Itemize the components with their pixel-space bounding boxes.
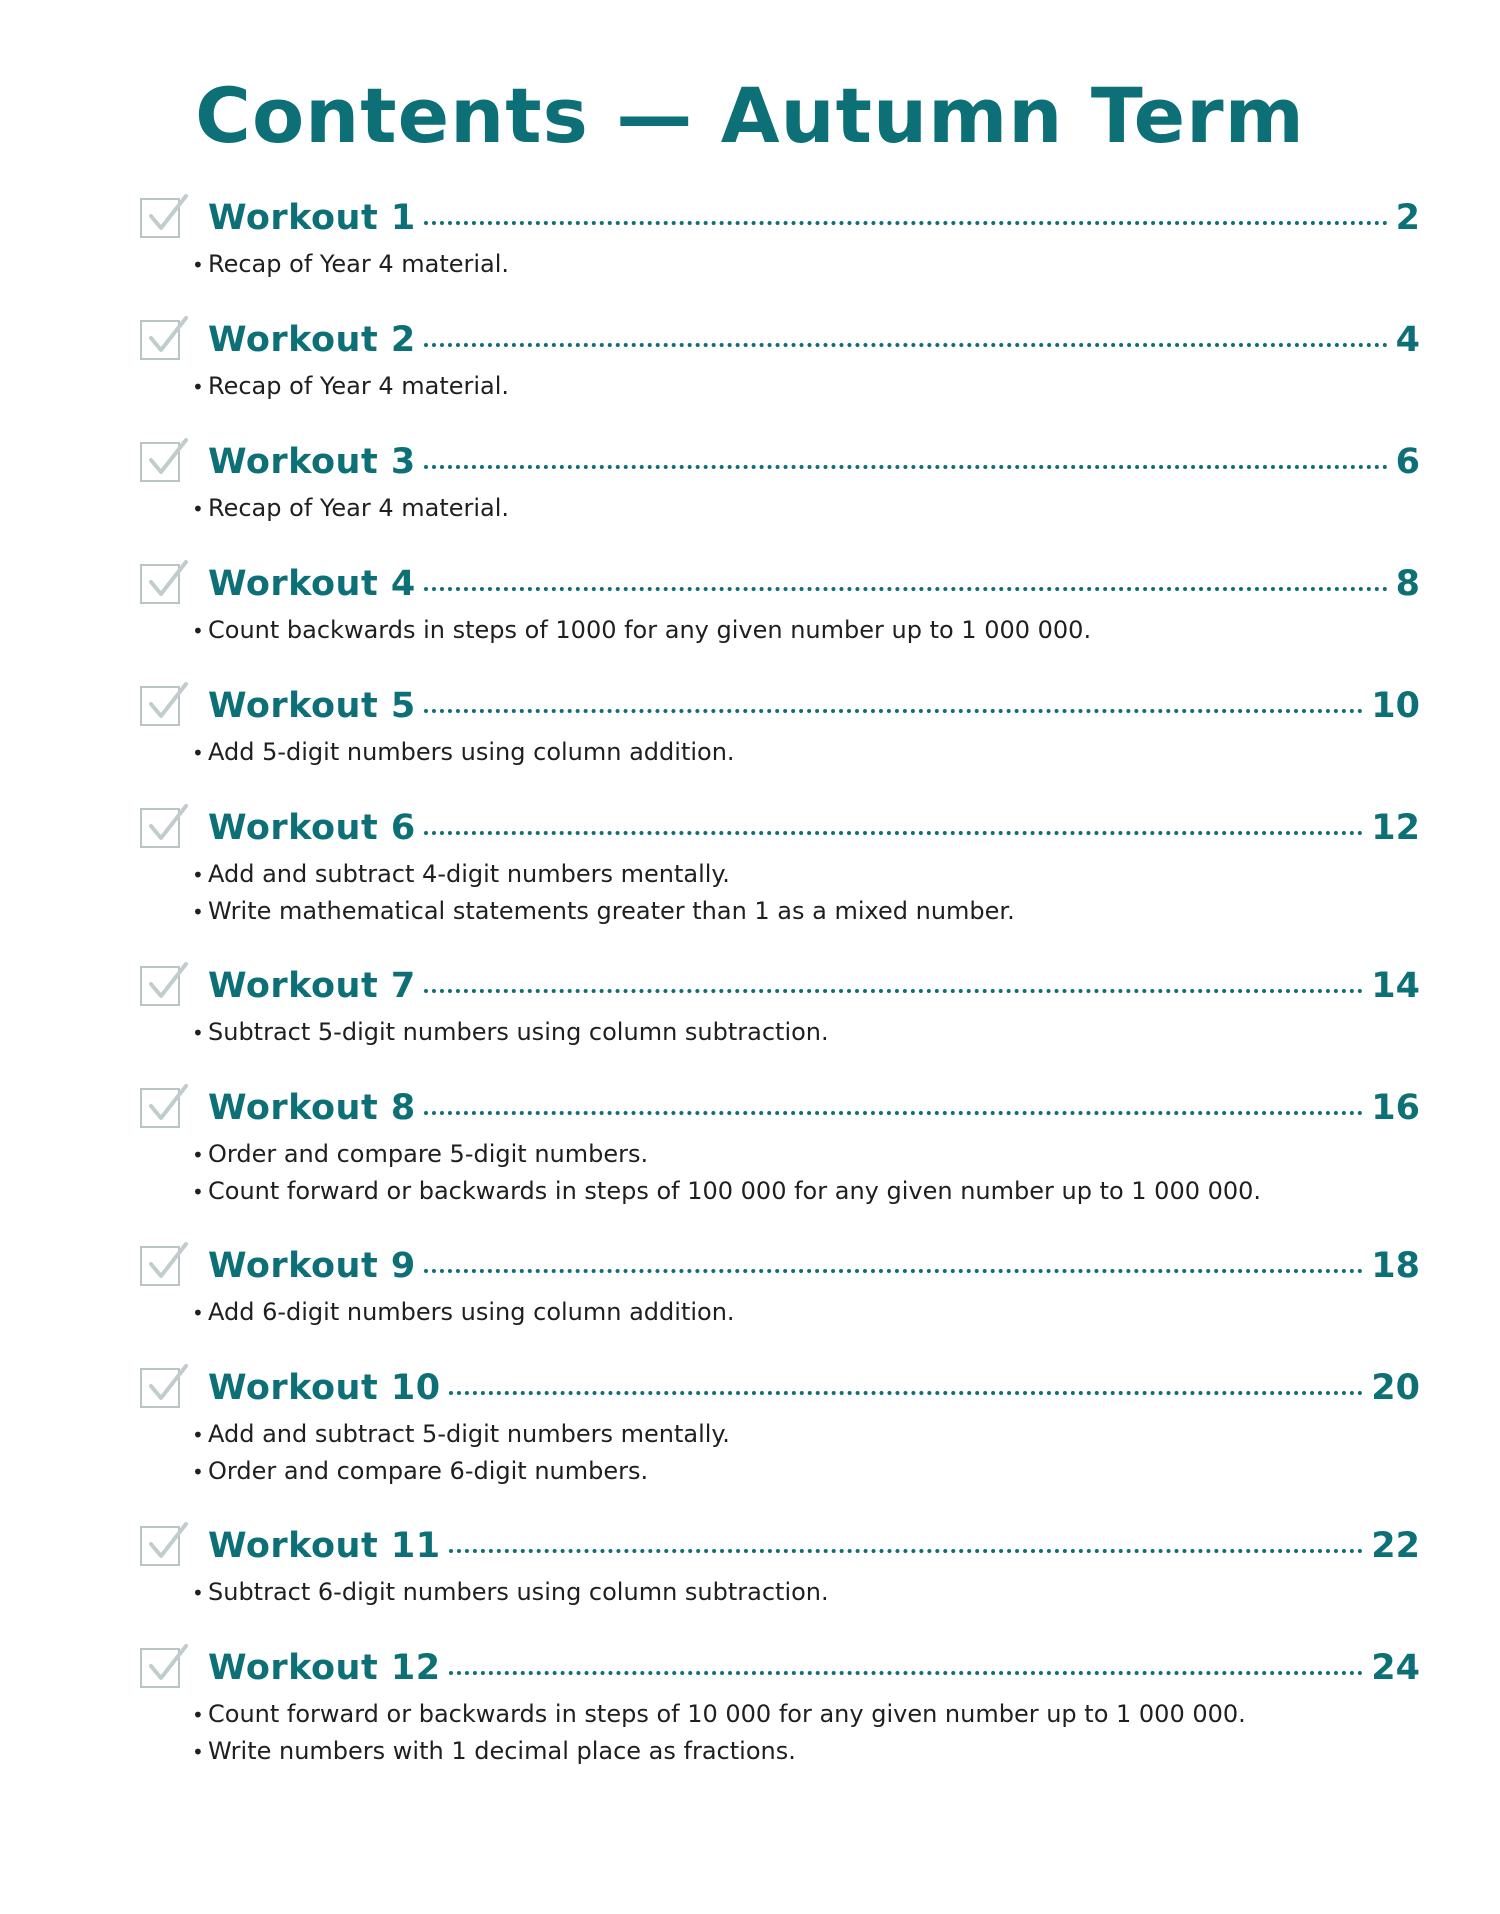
checkbox-checked-icon[interactable] bbox=[140, 966, 180, 1006]
page-number[interactable]: 8 bbox=[1395, 564, 1420, 604]
objective-item: • Add and subtract 5-digit numbers mentally. bbox=[208, 1416, 1420, 1453]
workout-title[interactable]: Workout 7 bbox=[208, 966, 416, 1006]
toc-entry[interactable] bbox=[140, 678, 1420, 771]
toc-entry[interactable] bbox=[140, 556, 1420, 649]
dot-leader bbox=[424, 1111, 1364, 1115]
checkbox-checked-icon[interactable] bbox=[140, 686, 180, 726]
page-number[interactable]: 20 bbox=[1371, 1368, 1420, 1408]
workout-title[interactable]: Workout 3 bbox=[208, 442, 416, 482]
workout-title[interactable]: Workout 4 bbox=[208, 564, 416, 604]
toc-entry[interactable] bbox=[140, 190, 1420, 283]
dot-leader bbox=[424, 1269, 1364, 1273]
objective-list bbox=[208, 1416, 1420, 1490]
page-number[interactable]: 16 bbox=[1371, 1088, 1420, 1128]
toc-entry[interactable] bbox=[140, 312, 1420, 405]
objective-list bbox=[208, 1136, 1420, 1210]
objective-item: • Add 6-digit numbers using column addition. bbox=[208, 1294, 1420, 1331]
toc-heading-row bbox=[208, 1360, 1420, 1416]
objective-item: • Recap of Year 4 material. bbox=[208, 246, 1420, 283]
objective-list bbox=[208, 246, 1420, 283]
toc-entry[interactable] bbox=[140, 800, 1420, 930]
page-number[interactable]: 6 bbox=[1395, 442, 1420, 482]
objective-item: • Subtract 6-digit numbers using column subtraction. bbox=[208, 1574, 1420, 1611]
objective-item: • Subtract 5-digit numbers using column subtraction. bbox=[208, 1014, 1420, 1051]
objective-list bbox=[208, 1294, 1420, 1331]
workout-title[interactable]: Workout 11 bbox=[208, 1526, 441, 1566]
checkbox-checked-icon[interactable] bbox=[140, 198, 180, 238]
dot-leader bbox=[449, 1391, 1364, 1395]
objective-item: • Add 5-digit numbers using column addition. bbox=[208, 734, 1420, 771]
objective-list bbox=[208, 734, 1420, 771]
dot-leader bbox=[424, 465, 1388, 469]
objective-item: • Add and subtract 4-digit numbers mentally. bbox=[208, 856, 1420, 893]
workout-title[interactable]: Workout 5 bbox=[208, 686, 416, 726]
toc-entry[interactable] bbox=[140, 434, 1420, 527]
workout-title[interactable]: Workout 1 bbox=[208, 198, 416, 238]
page-number[interactable]: 10 bbox=[1371, 686, 1420, 726]
toc-entry[interactable] bbox=[140, 1518, 1420, 1611]
checkbox-checked-icon[interactable] bbox=[140, 320, 180, 360]
checkbox-checked-icon[interactable] bbox=[140, 1648, 180, 1688]
objective-list bbox=[208, 368, 1420, 405]
toc-heading-row bbox=[208, 958, 1420, 1014]
workout-title[interactable]: Workout 2 bbox=[208, 320, 416, 360]
objective-item: • Count forward or backwards in steps of 10 000 for any given number up to 1 000 000. bbox=[208, 1696, 1420, 1733]
objective-list bbox=[208, 856, 1420, 930]
toc-heading-row bbox=[208, 556, 1420, 612]
objective-list bbox=[208, 1696, 1420, 1770]
page-number[interactable]: 24 bbox=[1371, 1648, 1420, 1688]
objective-item: • Recap of Year 4 material. bbox=[208, 490, 1420, 527]
checkbox-checked-icon[interactable] bbox=[140, 808, 180, 848]
dot-leader bbox=[424, 989, 1364, 993]
page-title: Contents — Autumn Term bbox=[195, 71, 1305, 160]
dot-leader bbox=[449, 1549, 1364, 1553]
dot-leader bbox=[424, 221, 1388, 225]
objective-item: • Write mathematical statements greater than 1 as a mixed number. bbox=[208, 893, 1420, 930]
page-number[interactable]: 22 bbox=[1371, 1526, 1420, 1566]
toc-heading-row bbox=[208, 678, 1420, 734]
checkbox-checked-icon[interactable] bbox=[140, 1368, 180, 1408]
toc-heading-row bbox=[208, 800, 1420, 856]
checkbox-checked-icon[interactable] bbox=[140, 1526, 180, 1566]
workout-title[interactable]: Workout 6 bbox=[208, 808, 416, 848]
dot-leader bbox=[424, 831, 1364, 835]
page-number[interactable]: 18 bbox=[1371, 1246, 1420, 1286]
toc-entry[interactable] bbox=[140, 1238, 1420, 1331]
toc-heading-row bbox=[208, 312, 1420, 368]
checkbox-checked-icon[interactable] bbox=[140, 442, 180, 482]
objective-list bbox=[208, 612, 1420, 649]
toc-entry[interactable] bbox=[140, 958, 1420, 1051]
dot-leader bbox=[449, 1671, 1364, 1675]
page-number[interactable]: 14 bbox=[1371, 966, 1420, 1006]
workout-title[interactable]: Workout 12 bbox=[208, 1648, 441, 1688]
page-number[interactable]: 12 bbox=[1371, 808, 1420, 848]
objective-item: • Recap of Year 4 material. bbox=[208, 368, 1420, 405]
toc-heading-row bbox=[208, 190, 1420, 246]
checkbox-checked-icon[interactable] bbox=[140, 564, 180, 604]
toc-entry[interactable] bbox=[140, 1080, 1420, 1210]
toc-heading-row bbox=[208, 1640, 1420, 1696]
toc-heading-row bbox=[208, 434, 1420, 490]
objective-list bbox=[208, 490, 1420, 527]
objective-list bbox=[208, 1574, 1420, 1611]
toc-heading-row bbox=[208, 1238, 1420, 1294]
toc-entry[interactable] bbox=[140, 1360, 1420, 1490]
page-number[interactable]: 2 bbox=[1395, 198, 1420, 238]
objective-item: • Order and compare 5-digit numbers. bbox=[208, 1136, 1420, 1173]
page-number[interactable]: 4 bbox=[1395, 320, 1420, 360]
objective-list bbox=[208, 1014, 1420, 1051]
dot-leader bbox=[424, 343, 1388, 347]
objective-item: • Count forward or backwards in steps of 100 000 for any given number up to 1 000 000. bbox=[208, 1173, 1420, 1210]
workout-title[interactable]: Workout 9 bbox=[208, 1246, 416, 1286]
objective-item: • Count backwards in steps of 1000 for any given number up to 1 000 000. bbox=[208, 612, 1420, 649]
checkbox-checked-icon[interactable] bbox=[140, 1088, 180, 1128]
workout-title[interactable]: Workout 8 bbox=[208, 1088, 416, 1128]
toc-entry[interactable] bbox=[140, 1640, 1420, 1770]
objective-item: • Order and compare 6-digit numbers. bbox=[208, 1453, 1420, 1490]
dot-leader bbox=[424, 709, 1364, 713]
toc-heading-row bbox=[208, 1080, 1420, 1136]
dot-leader bbox=[424, 587, 1388, 591]
workout-title[interactable]: Workout 10 bbox=[208, 1368, 441, 1408]
checkbox-checked-icon[interactable] bbox=[140, 1246, 180, 1286]
toc-heading-row bbox=[208, 1518, 1420, 1574]
objective-item: • Write numbers with 1 decimal place as fractions. bbox=[208, 1733, 1420, 1770]
